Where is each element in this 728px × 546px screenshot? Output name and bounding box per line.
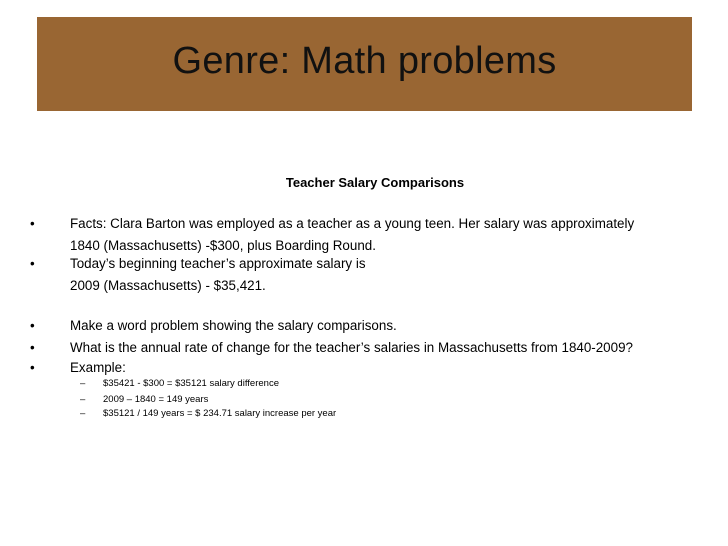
bullet-line: 1840 (Massachusetts) -$300, plus Boarding Round. bbox=[70, 238, 376, 253]
sub-item-rate bbox=[80, 406, 336, 421]
sub-item-text: $35421 - $300 = $35121 salary difference bbox=[103, 378, 279, 389]
bullet-item-facts bbox=[30, 213, 634, 257]
sub-item-text: 2009 – 1840 = 149 years bbox=[103, 394, 209, 405]
bullet-marker: • bbox=[30, 256, 35, 271]
bullet-line: Today’s beginning teacher’s approximate salary is bbox=[70, 256, 366, 271]
bullet-line: Example: bbox=[70, 360, 126, 375]
bullet-marker: • bbox=[30, 360, 35, 375]
sub-marker: – bbox=[80, 394, 86, 405]
bullet-marker: • bbox=[30, 216, 35, 231]
bullet-item-today bbox=[30, 253, 366, 297]
bullet-marker: • bbox=[30, 318, 35, 333]
bullet-line: What is the annual rate of change for the teacher’s salaries in Massachusetts from 1840-2009? bbox=[70, 340, 633, 355]
sub-item-difference bbox=[80, 376, 279, 391]
subtitle-text: Teacher Salary Comparisons bbox=[285, 175, 465, 190]
bullet-marker: • bbox=[30, 340, 35, 355]
bullet-line: Make a word problem showing the salary comparisons. bbox=[70, 318, 397, 333]
bullet-item-question bbox=[30, 337, 633, 359]
title-bar bbox=[37, 17, 692, 111]
sub-marker: – bbox=[80, 378, 86, 389]
sub-marker: – bbox=[80, 408, 86, 419]
bullet-item-word-problem bbox=[30, 315, 397, 337]
sub-item-text: $35121 / 149 years = $ 234.71 salary increase per year bbox=[103, 408, 337, 419]
bullet-line: Facts: Clara Barton was employed as a teacher as a young teen. Her salary was approximately bbox=[70, 216, 635, 231]
bullet-line: 2009 (Massachusetts) - $35,421. bbox=[70, 278, 266, 293]
slide-title: Genre: Math problems bbox=[172, 39, 557, 82]
slide-subtitle bbox=[0, 175, 728, 190]
sub-item-years bbox=[80, 392, 208, 407]
